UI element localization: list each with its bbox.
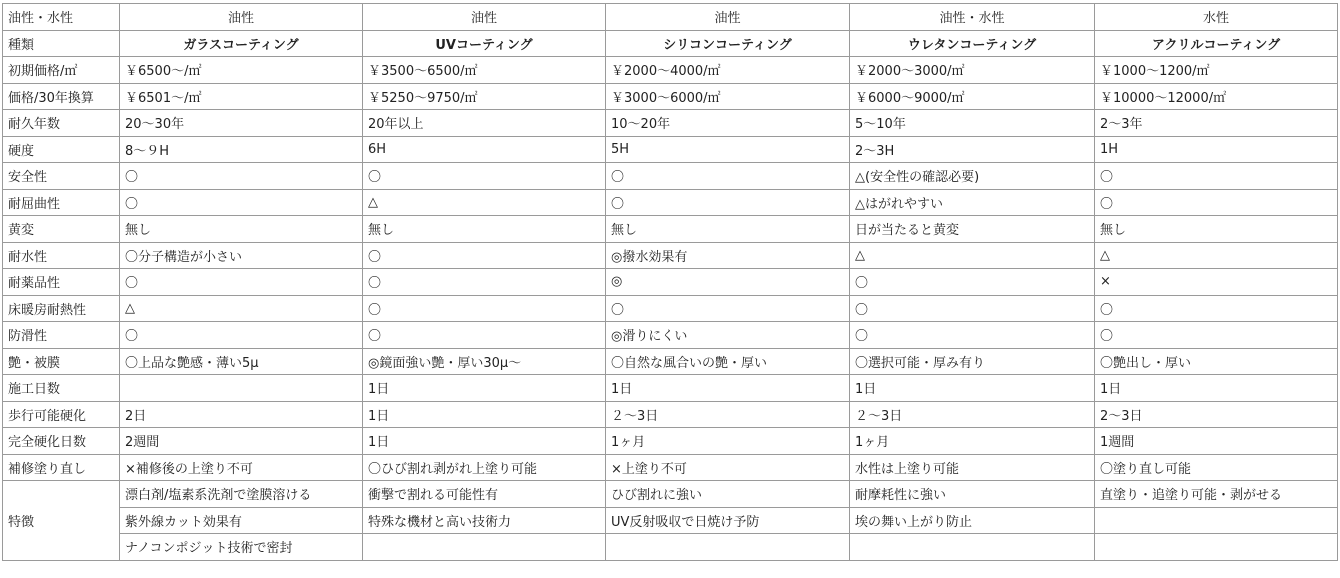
features-row	[3, 481, 1338, 508]
table-cell: 5H	[606, 136, 850, 163]
header-label-cell: 油性・水性	[3, 4, 120, 31]
table-cell: ◎鏡面強い艶・厚い30μ～	[363, 348, 606, 375]
table-cell: 1ヶ月	[850, 428, 1095, 455]
header-cell: 水性	[1095, 4, 1338, 31]
features-cell: 漂白剤/塩素系洗剤で塗膜溶ける	[120, 481, 363, 508]
table-cell: 1ヶ月	[606, 428, 850, 455]
table-cell: 1日	[363, 401, 606, 428]
table-cell: 無し	[606, 216, 850, 243]
row-label-cell: 硬度	[3, 136, 120, 163]
features-cell	[850, 534, 1095, 561]
table-cell: 〇	[363, 295, 606, 322]
table-cell: △はがれやすい	[850, 189, 1095, 216]
row-label-cell: 歩行可能硬化	[3, 401, 120, 428]
table-cell: 1日	[363, 375, 606, 402]
table-cell: 〇	[120, 269, 363, 296]
table-cell: 1H	[1095, 136, 1338, 163]
row-label-cell: 初期価格/㎡	[3, 57, 120, 84]
table-cell: 2～3H	[850, 136, 1095, 163]
table-cell: 〇	[120, 163, 363, 190]
table-cell: ×上塗り不可	[606, 454, 850, 481]
table-cell: 無し	[120, 216, 363, 243]
table-cell: 2週間	[120, 428, 363, 455]
table-cell: 〇	[363, 242, 606, 269]
table-cell: 〇塗り直し可能	[1095, 454, 1338, 481]
table-cell: 〇	[363, 322, 606, 349]
table-cell: ×	[1095, 269, 1338, 296]
table-cell: 日が当たると黄変	[850, 216, 1095, 243]
table-cell: ◎滑りにくい	[606, 322, 850, 349]
table-row	[3, 295, 1338, 322]
table-cell: ￥6000～9000/㎡	[850, 83, 1095, 110]
table-cell: 1日	[363, 428, 606, 455]
features-cell	[606, 534, 850, 561]
features-cell: 耐摩耗性に強い	[850, 481, 1095, 508]
table-cell: 無し	[1095, 216, 1338, 243]
header-row	[3, 4, 1338, 31]
table-cell: 〇	[1095, 163, 1338, 190]
table-cell: 〇	[850, 269, 1095, 296]
table-cell: △	[850, 242, 1095, 269]
table-body	[3, 4, 1338, 561]
table-cell: 〇	[120, 189, 363, 216]
table-cell: ２～3日	[606, 401, 850, 428]
row-label-cell: 施工日数	[3, 375, 120, 402]
table-cell: 〇分子構造が小さい	[120, 242, 363, 269]
table-cell: 2日	[120, 401, 363, 428]
row-label-cell: 床暖房耐熱性	[3, 295, 120, 322]
table-cell: 1日	[1095, 375, 1338, 402]
row-label-cell: 価格/30年換算	[3, 83, 120, 110]
table-cell: 〇	[363, 269, 606, 296]
features-cell: UV反射吸収で日焼け予防	[606, 507, 850, 534]
table-cell: 〇	[606, 163, 850, 190]
features-cell: 直塗り・追塗り可能・剥がせる	[1095, 481, 1338, 508]
table-cell: シリコンコーティング	[606, 30, 850, 57]
header-cell: 油性	[606, 4, 850, 31]
table-row	[3, 216, 1338, 243]
row-label-cell: 耐水性	[3, 242, 120, 269]
table-cell: ￥2000～3000/㎡	[850, 57, 1095, 84]
features-row	[3, 534, 1338, 561]
table-cell: 〇ひび割れ剥がれ上塗り可能	[363, 454, 606, 481]
table-row	[3, 30, 1338, 57]
table-cell: アクリルコーティング	[1095, 30, 1338, 57]
table-cell: 〇	[363, 163, 606, 190]
table-cell	[120, 375, 363, 402]
table-cell: ２～3日	[850, 401, 1095, 428]
row-label-cell: 完全硬化日数	[3, 428, 120, 455]
table-row	[3, 136, 1338, 163]
table-cell: 6H	[363, 136, 606, 163]
table-row	[3, 83, 1338, 110]
table-cell: ￥5250～9750/㎡	[363, 83, 606, 110]
table-cell: 〇選択可能・厚み有り	[850, 348, 1095, 375]
table-cell: 〇	[850, 295, 1095, 322]
table-cell: 〇艶出し・厚い	[1095, 348, 1338, 375]
table-row	[3, 428, 1338, 455]
table-cell: 10～20年	[606, 110, 850, 137]
table-cell: 〇	[606, 189, 850, 216]
table-cell: 〇	[606, 295, 850, 322]
coating-comparison-table	[2, 3, 1338, 561]
table-cell: 〇自然な風合いの艶・厚い	[606, 348, 850, 375]
table-cell: 無し	[363, 216, 606, 243]
table-cell: 1週間	[1095, 428, 1338, 455]
table-cell: 5～10年	[850, 110, 1095, 137]
table-cell: ￥6501～/㎡	[120, 83, 363, 110]
table-row	[3, 454, 1338, 481]
header-cell: 油性	[363, 4, 606, 31]
features-cell	[363, 534, 606, 561]
table-cell: 2～3年	[1095, 110, 1338, 137]
features-cell	[1095, 534, 1338, 561]
row-label-cell: 種類	[3, 30, 120, 57]
table-row	[3, 322, 1338, 349]
header-cell: 油性	[120, 4, 363, 31]
table-cell: 〇	[1095, 322, 1338, 349]
table-cell: ◎撥水効果有	[606, 242, 850, 269]
row-label-cell: 耐屈曲性	[3, 189, 120, 216]
row-label-cell: 耐久年数	[3, 110, 120, 137]
features-cell: 紫外線カット効果有	[120, 507, 363, 534]
table-cell: ￥6500～/㎡	[120, 57, 363, 84]
table-cell: △	[363, 189, 606, 216]
table-cell: 水性は上塗り可能	[850, 454, 1095, 481]
row-label-cell: 黄変	[3, 216, 120, 243]
table-cell: ￥3000～6000/㎡	[606, 83, 850, 110]
features-cell: 埃の舞い上がり防止	[850, 507, 1095, 534]
table-cell: ￥10000～12000/㎡	[1095, 83, 1338, 110]
table-cell: △	[1095, 242, 1338, 269]
features-cell: ひび割れに強い	[606, 481, 850, 508]
table-cell: △(安全性の確認必要)	[850, 163, 1095, 190]
table-cell: 〇	[1095, 295, 1338, 322]
table-cell: 20～30年	[120, 110, 363, 137]
table-row	[3, 269, 1338, 296]
row-label-cell: 艶・被膜	[3, 348, 120, 375]
row-label-cell: 補修塗り直し	[3, 454, 120, 481]
features-cell: 特殊な機材と高い技術力	[363, 507, 606, 534]
table-cell: 1日	[850, 375, 1095, 402]
table-cell: ×補修後の上塗り不可	[120, 454, 363, 481]
table-cell: 〇	[120, 322, 363, 349]
features-cell: 衝撃で割れる可能性有	[363, 481, 606, 508]
table-cell: ガラスコーティング	[120, 30, 363, 57]
table-cell: 1日	[606, 375, 850, 402]
row-label-cell: 安全性	[3, 163, 120, 190]
table-cell: 〇	[1095, 189, 1338, 216]
table-row	[3, 163, 1338, 190]
features-cell: ナノコンポジット技術で密封	[120, 534, 363, 561]
table-cell: ￥3500～6500/㎡	[363, 57, 606, 84]
features-cell	[1095, 507, 1338, 534]
table-cell: △	[120, 295, 363, 322]
table-row	[3, 189, 1338, 216]
features-label-cell: 特徴	[3, 481, 120, 561]
table-cell: 8～９H	[120, 136, 363, 163]
table-row	[3, 375, 1338, 402]
table-row	[3, 242, 1338, 269]
table-cell: ￥1000～1200/㎡	[1095, 57, 1338, 84]
table-row	[3, 401, 1338, 428]
table-cell: ￥2000～4000/㎡	[606, 57, 850, 84]
table-cell: 2～3日	[1095, 401, 1338, 428]
row-label-cell: 防滑性	[3, 322, 120, 349]
table-cell: UVコーティング	[363, 30, 606, 57]
header-cell: 油性・水性	[850, 4, 1095, 31]
table-row	[3, 57, 1338, 84]
table-cell: ウレタンコーティング	[850, 30, 1095, 57]
table-cell: 〇	[850, 322, 1095, 349]
table-cell: 〇上品な艶感・薄い5μ	[120, 348, 363, 375]
row-label-cell: 耐薬品性	[3, 269, 120, 296]
features-row	[3, 507, 1338, 534]
table-row	[3, 348, 1338, 375]
table-cell: ◎	[606, 269, 850, 296]
table-row	[3, 110, 1338, 137]
table-cell: 20年以上	[363, 110, 606, 137]
